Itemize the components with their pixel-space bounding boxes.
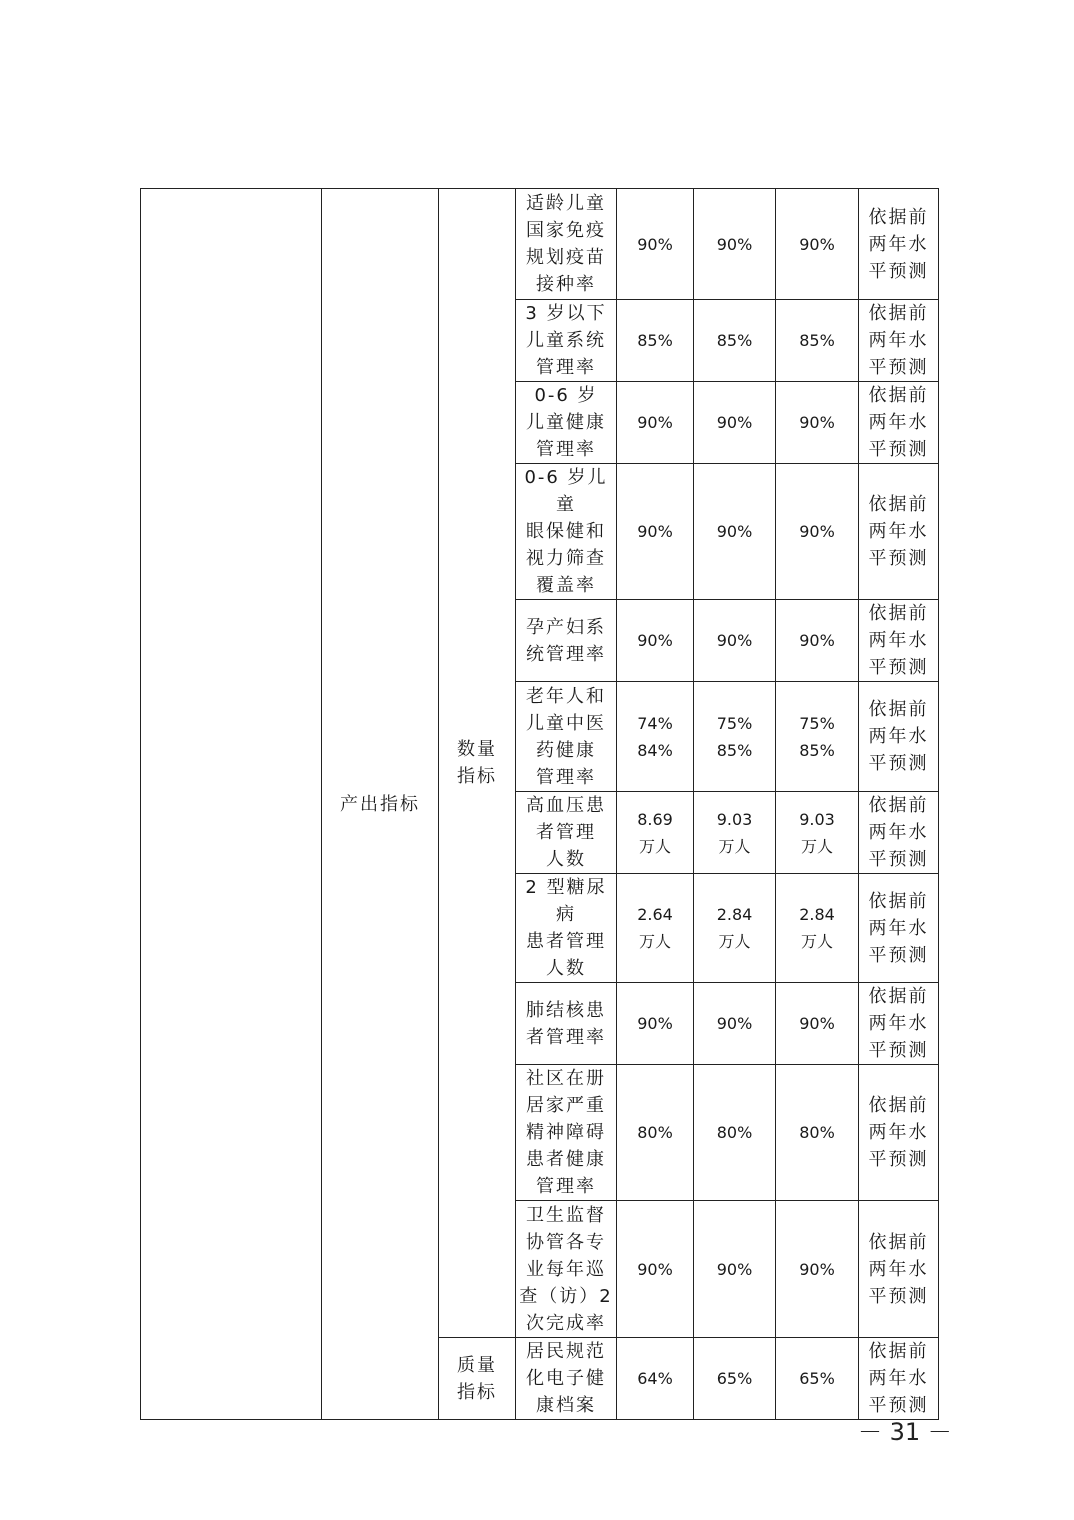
level3-indicator-cell: 质量 指标 xyxy=(439,1338,516,1420)
value-cell: 90% xyxy=(776,1201,859,1338)
indicator-name-cell: 老年人和 儿童中医 药健康 管理率 xyxy=(516,682,617,792)
indicator-name-cell: 孕产妇系 统管理率 xyxy=(516,600,617,682)
value-cell: 90% xyxy=(776,983,859,1065)
value-cell: 2.84 万人 xyxy=(694,874,776,983)
value-cell: 90% xyxy=(694,983,776,1065)
value-cell: 90% xyxy=(617,464,694,600)
basis-cell: 依据前 两年水 平预测 xyxy=(859,792,939,874)
value-cell: 9.03 万人 xyxy=(694,792,776,874)
value-cell: 90% xyxy=(776,464,859,600)
value-cell: 80% xyxy=(694,1065,776,1201)
indicator-name-cell: 高血压患 者管理 人数 xyxy=(516,792,617,874)
indicator-name-cell: 社区在册 居家严重 精神障碍 患者健康 管理率 xyxy=(516,1065,617,1201)
performance-indicator-table xyxy=(140,188,939,1420)
value-cell: 90% xyxy=(694,189,776,300)
basis-cell: 依据前 两年水 平预测 xyxy=(859,382,939,464)
level1-indicator-cell xyxy=(141,189,322,1420)
basis-cell: 依据前 两年水 平预测 xyxy=(859,464,939,600)
value-cell: 80% xyxy=(617,1065,694,1201)
basis-cell: 依据前 两年水 平预测 xyxy=(859,983,939,1065)
value-cell: 65% xyxy=(776,1338,859,1420)
table-body xyxy=(141,189,939,1420)
value-cell: 65% xyxy=(694,1338,776,1420)
value-cell: 75% 85% xyxy=(776,682,859,792)
value-cell: 90% xyxy=(776,189,859,300)
value-cell: 85% xyxy=(617,300,694,382)
value-cell: 90% xyxy=(694,382,776,464)
indicator-name-cell: 3 岁以下 儿童系统 管理率 xyxy=(516,300,617,382)
value-cell: 90% xyxy=(776,600,859,682)
basis-cell: 依据前 两年水 平预测 xyxy=(859,874,939,983)
value-cell: 90% xyxy=(617,189,694,300)
level3-indicator-cell: 数量 指标 xyxy=(439,189,516,1338)
level2-indicator-cell: 产出指标 xyxy=(322,189,439,1420)
value-cell: 75% 85% xyxy=(694,682,776,792)
value-cell: 90% xyxy=(617,1201,694,1338)
value-cell: 74% 84% xyxy=(617,682,694,792)
value-cell: 2.84 万人 xyxy=(776,874,859,983)
value-cell: 64% xyxy=(617,1338,694,1420)
table-row xyxy=(141,189,939,300)
value-cell: 8.69 万人 xyxy=(617,792,694,874)
value-cell: 90% xyxy=(694,600,776,682)
value-cell: 80% xyxy=(776,1065,859,1201)
page-number: － 31 － xyxy=(858,1418,952,1446)
indicator-name-cell: 居民规范 化电子健 康档案 xyxy=(516,1338,617,1420)
indicator-name-cell: 肺结核患 者管理率 xyxy=(516,983,617,1065)
basis-cell: 依据前 两年水 平预测 xyxy=(859,682,939,792)
value-cell: 90% xyxy=(776,382,859,464)
indicator-name-cell: 适龄儿童 国家免疫 规划疫苗 接种率 xyxy=(516,189,617,300)
basis-cell: 依据前 两年水 平预测 xyxy=(859,1065,939,1201)
indicator-name-cell: 卫生监督 协管各专 业每年巡 查（访）2 次完成率 xyxy=(516,1201,617,1338)
value-cell: 90% xyxy=(694,1201,776,1338)
basis-cell: 依据前 两年水 平预测 xyxy=(859,600,939,682)
value-cell: 90% xyxy=(617,382,694,464)
basis-cell: 依据前 两年水 平预测 xyxy=(859,300,939,382)
value-cell: 90% xyxy=(617,600,694,682)
value-cell: 85% xyxy=(694,300,776,382)
value-cell: 85% xyxy=(776,300,859,382)
basis-cell: 依据前 两年水 平预测 xyxy=(859,189,939,300)
value-cell: 90% xyxy=(617,983,694,1065)
indicator-name-cell: 0-6 岁儿童 眼保健和 视力筛查 覆盖率 xyxy=(516,464,617,600)
value-cell: 90% xyxy=(694,464,776,600)
value-cell: 2.64 万人 xyxy=(617,874,694,983)
value-cell: 9.03 万人 xyxy=(776,792,859,874)
indicator-name-cell: 2 型糖尿病 患者管理 人数 xyxy=(516,874,617,983)
basis-cell: 依据前 两年水 平预测 xyxy=(859,1338,939,1420)
indicator-name-cell: 0-6 岁 儿童健康 管理率 xyxy=(516,382,617,464)
basis-cell: 依据前 两年水 平预测 xyxy=(859,1201,939,1338)
